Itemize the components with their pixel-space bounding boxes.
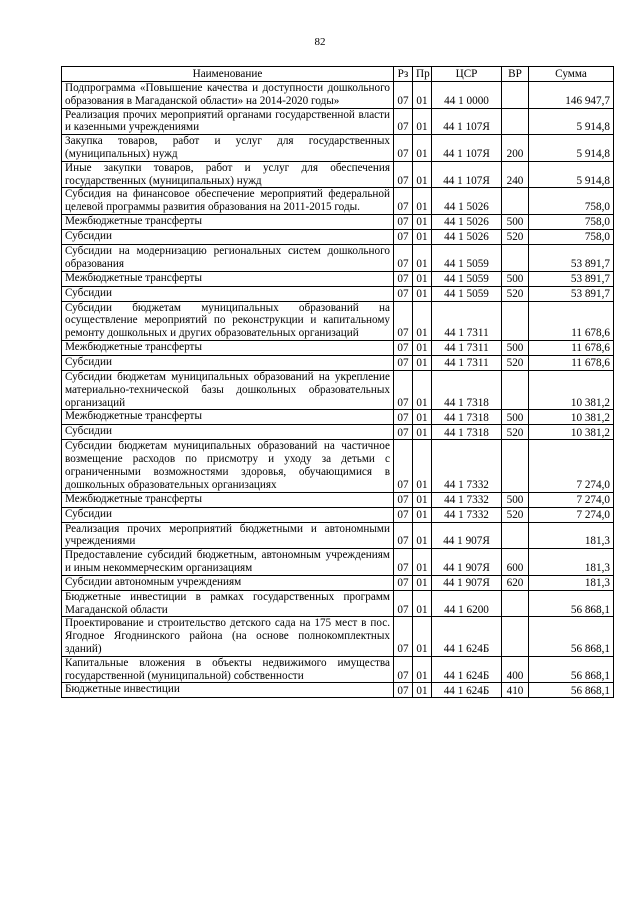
cell-sum: 146 947,7 <box>529 82 614 109</box>
cell-rz: 07 <box>394 271 413 286</box>
budget-table <box>61 66 614 698</box>
cell-name: Субсидии автономным учреждениям <box>62 575 394 590</box>
cell-csr: 44 1 7332 <box>432 440 502 492</box>
table-header-row <box>62 67 614 82</box>
cell-csr: 44 1 624Б <box>432 617 502 656</box>
cell-sum: 53 891,7 <box>529 286 614 301</box>
cell-name: Межбюджетные трансферты <box>62 492 394 507</box>
cell-rz: 07 <box>394 108 413 135</box>
table-row <box>62 286 614 301</box>
cell-rz: 07 <box>394 590 413 617</box>
cell-sum: 56 868,1 <box>529 617 614 656</box>
table-row <box>62 355 614 370</box>
cell-name: Субсидии на модернизацию региональных систем дошкольного образования <box>62 244 394 271</box>
cell-name: Бюджетные инвестиции <box>62 683 394 698</box>
cell-csr: 44 1 107Я <box>432 135 502 162</box>
cell-name: Межбюджетные трансферты <box>62 214 394 229</box>
cell-rz: 07 <box>394 229 413 244</box>
cell-vr: 410 <box>502 683 529 698</box>
cell-sum: 758,0 <box>529 214 614 229</box>
cell-rz: 07 <box>394 507 413 522</box>
cell-csr: 44 1 7332 <box>432 507 502 522</box>
cell-pr: 01 <box>413 301 432 340</box>
cell-csr: 44 1 7311 <box>432 355 502 370</box>
cell-vr: 500 <box>502 340 529 355</box>
cell-sum: 181,3 <box>529 549 614 576</box>
cell-csr: 44 1 907Я <box>432 522 502 549</box>
cell-pr: 01 <box>413 286 432 301</box>
header-pr: Пр <box>413 67 432 82</box>
cell-rz: 07 <box>394 425 413 440</box>
table-row <box>62 214 614 229</box>
cell-pr: 01 <box>413 244 432 271</box>
cell-sum: 7 274,0 <box>529 440 614 492</box>
cell-csr: 44 1 7311 <box>432 301 502 340</box>
cell-name: Реализация прочих мероприятий бюджетными и автономными учреждениями <box>62 522 394 549</box>
cell-csr: 44 1 7318 <box>432 370 502 409</box>
cell-rz: 07 <box>394 370 413 409</box>
table-row <box>62 549 614 576</box>
cell-sum: 5 914,8 <box>529 161 614 188</box>
cell-sum: 181,3 <box>529 575 614 590</box>
table-row <box>62 425 614 440</box>
cell-sum: 758,0 <box>529 188 614 215</box>
cell-pr: 01 <box>413 590 432 617</box>
cell-sum: 10 381,2 <box>529 410 614 425</box>
table-row <box>62 410 614 425</box>
cell-sum: 56 868,1 <box>529 656 614 683</box>
cell-rz: 07 <box>394 549 413 576</box>
cell-rz: 07 <box>394 340 413 355</box>
cell-rz: 07 <box>394 522 413 549</box>
table-row <box>62 575 614 590</box>
cell-pr: 01 <box>413 108 432 135</box>
cell-name: Субсидии <box>62 229 394 244</box>
header-csr: ЦСР <box>432 67 502 82</box>
cell-pr: 01 <box>413 617 432 656</box>
cell-vr: 500 <box>502 214 529 229</box>
cell-vr <box>502 82 529 109</box>
cell-name: Субсидии бюджетам муниципальных образований на частичное возмещение расходов по присмотру и уходу за детьми с ограниченными возможностями здоровья, обучающимися в дошкольных образовательных организациях <box>62 440 394 492</box>
cell-pr: 01 <box>413 492 432 507</box>
table-row <box>62 108 614 135</box>
cell-csr: 44 1 7318 <box>432 410 502 425</box>
table-row <box>62 340 614 355</box>
cell-rz: 07 <box>394 135 413 162</box>
cell-vr <box>502 301 529 340</box>
cell-vr <box>502 617 529 656</box>
cell-csr: 44 1 7332 <box>432 492 502 507</box>
header-rz: Рз <box>394 67 413 82</box>
cell-rz: 07 <box>394 683 413 698</box>
cell-name: Субсидии <box>62 286 394 301</box>
cell-csr: 44 1 5059 <box>432 286 502 301</box>
cell-rz: 07 <box>394 161 413 188</box>
cell-vr <box>502 440 529 492</box>
table-row <box>62 370 614 409</box>
table-row <box>62 617 614 656</box>
cell-name: Закупка товаров, работ и услуг для государственных (муниципальных) нужд <box>62 135 394 162</box>
cell-csr: 44 1 5059 <box>432 244 502 271</box>
table-row <box>62 656 614 683</box>
cell-sum: 5 914,8 <box>529 135 614 162</box>
cell-name: Подпрограмма «Повышение качества и доступности дошкольного образования в Магаданской области» на 2014-2020 годы» <box>62 82 394 109</box>
cell-csr: 44 1 0000 <box>432 82 502 109</box>
cell-csr: 44 1 907Я <box>432 549 502 576</box>
cell-name: Проектирование и строительство детского сада на 175 мест в пос. Ягодное Ягоднинского района (на основе полнокомплектных зданий) <box>62 617 394 656</box>
table-row <box>62 244 614 271</box>
cell-pr: 01 <box>413 229 432 244</box>
cell-rz: 07 <box>394 355 413 370</box>
cell-name: Межбюджетные трансферты <box>62 410 394 425</box>
cell-sum: 11 678,6 <box>529 340 614 355</box>
cell-pr: 01 <box>413 575 432 590</box>
cell-sum: 56 868,1 <box>529 683 614 698</box>
cell-rz: 07 <box>394 244 413 271</box>
cell-csr: 44 1 624Б <box>432 683 502 698</box>
cell-pr: 01 <box>413 161 432 188</box>
cell-csr: 44 1 107Я <box>432 108 502 135</box>
table-row <box>62 590 614 617</box>
cell-name: Предоставление субсидий бюджетным, автономным учреждениям и иным некоммерческим организациям <box>62 549 394 576</box>
cell-csr: 44 1 7318 <box>432 425 502 440</box>
cell-rz: 07 <box>394 575 413 590</box>
cell-csr: 44 1 6200 <box>432 590 502 617</box>
cell-vr: 400 <box>502 656 529 683</box>
cell-rz: 07 <box>394 410 413 425</box>
cell-vr: 240 <box>502 161 529 188</box>
table-row <box>62 492 614 507</box>
table-row <box>62 683 614 698</box>
cell-name: Реализация прочих мероприятий органами государственной власти и казенными учреждениями <box>62 108 394 135</box>
header-name: Наименование <box>62 67 394 82</box>
cell-sum: 7 274,0 <box>529 507 614 522</box>
cell-vr: 520 <box>502 507 529 522</box>
header-sum: Сумма <box>529 67 614 82</box>
cell-sum: 53 891,7 <box>529 244 614 271</box>
cell-sum: 10 381,2 <box>529 370 614 409</box>
cell-pr: 01 <box>413 410 432 425</box>
cell-name: Субсидия на финансовое обеспечение мероприятий федеральной целевой программы развития образования на 2011-2015 годы. <box>62 188 394 215</box>
cell-pr: 01 <box>413 522 432 549</box>
cell-sum: 7 274,0 <box>529 492 614 507</box>
cell-vr <box>502 188 529 215</box>
cell-sum: 181,3 <box>529 522 614 549</box>
cell-pr: 01 <box>413 271 432 286</box>
cell-csr: 44 1 5026 <box>432 214 502 229</box>
cell-vr: 520 <box>502 355 529 370</box>
cell-name: Субсидии <box>62 425 394 440</box>
cell-vr: 520 <box>502 229 529 244</box>
cell-vr: 500 <box>502 492 529 507</box>
cell-sum: 56 868,1 <box>529 590 614 617</box>
cell-pr: 01 <box>413 355 432 370</box>
table-row <box>62 135 614 162</box>
cell-pr: 01 <box>413 82 432 109</box>
cell-pr: 01 <box>413 425 432 440</box>
cell-pr: 01 <box>413 507 432 522</box>
table-row <box>62 301 614 340</box>
cell-vr: 620 <box>502 575 529 590</box>
cell-sum: 5 914,8 <box>529 108 614 135</box>
cell-sum: 11 678,6 <box>529 355 614 370</box>
cell-pr: 01 <box>413 340 432 355</box>
cell-vr <box>502 108 529 135</box>
cell-vr: 520 <box>502 286 529 301</box>
cell-rz: 07 <box>394 617 413 656</box>
cell-rz: 07 <box>394 440 413 492</box>
cell-pr: 01 <box>413 549 432 576</box>
cell-csr: 44 1 5026 <box>432 229 502 244</box>
cell-vr: 200 <box>502 135 529 162</box>
cell-name: Межбюджетные трансферты <box>62 340 394 355</box>
cell-sum: 10 381,2 <box>529 425 614 440</box>
cell-rz: 07 <box>394 286 413 301</box>
cell-vr: 600 <box>502 549 529 576</box>
cell-vr: 500 <box>502 410 529 425</box>
cell-csr: 44 1 7311 <box>432 340 502 355</box>
table-row <box>62 188 614 215</box>
cell-name: Иные закупки товаров, работ и услуг для обеспечения государственных (муниципальных) нужд <box>62 161 394 188</box>
cell-name: Бюджетные инвестиции в рамках государственных программ Магаданской области <box>62 590 394 617</box>
cell-csr: 44 1 107Я <box>432 161 502 188</box>
table-row <box>62 507 614 522</box>
cell-name: Субсидии бюджетам муниципальных образований на укрепление материально-технической базы дошкольных образовательных организаций <box>62 370 394 409</box>
cell-pr: 01 <box>413 135 432 162</box>
table-row <box>62 440 614 492</box>
cell-vr <box>502 590 529 617</box>
cell-rz: 07 <box>394 492 413 507</box>
cell-sum: 11 678,6 <box>529 301 614 340</box>
cell-rz: 07 <box>394 214 413 229</box>
cell-pr: 01 <box>413 188 432 215</box>
cell-csr: 44 1 5059 <box>432 271 502 286</box>
cell-rz: 07 <box>394 188 413 215</box>
table-row <box>62 271 614 286</box>
table-row <box>62 161 614 188</box>
table-row <box>62 82 614 109</box>
page-number: 82 <box>314 36 326 48</box>
cell-csr: 44 1 624Б <box>432 656 502 683</box>
cell-pr: 01 <box>413 683 432 698</box>
cell-vr <box>502 244 529 271</box>
cell-name: Субсидии бюджетам муниципальных образований на осуществление мероприятий по реконструкции и капитальному ремонту дошкольных и других образовательных организаций <box>62 301 394 340</box>
cell-rz: 07 <box>394 656 413 683</box>
cell-rz: 07 <box>394 301 413 340</box>
header-vr: ВР <box>502 67 529 82</box>
cell-vr: 520 <box>502 425 529 440</box>
table-row <box>62 522 614 549</box>
cell-name: Субсидии <box>62 355 394 370</box>
cell-vr <box>502 522 529 549</box>
cell-pr: 01 <box>413 440 432 492</box>
cell-pr: 01 <box>413 656 432 683</box>
cell-csr: 44 1 907Я <box>432 575 502 590</box>
cell-vr: 500 <box>502 271 529 286</box>
cell-sum: 53 891,7 <box>529 271 614 286</box>
table-row <box>62 229 614 244</box>
cell-pr: 01 <box>413 370 432 409</box>
cell-rz: 07 <box>394 82 413 109</box>
cell-pr: 01 <box>413 214 432 229</box>
cell-sum: 758,0 <box>529 229 614 244</box>
cell-name: Межбюджетные трансферты <box>62 271 394 286</box>
cell-name: Субсидии <box>62 507 394 522</box>
cell-csr: 44 1 5026 <box>432 188 502 215</box>
cell-name: Капитальные вложения в объекты недвижимого имущества государственной (муниципальной) собственности <box>62 656 394 683</box>
cell-vr <box>502 370 529 409</box>
